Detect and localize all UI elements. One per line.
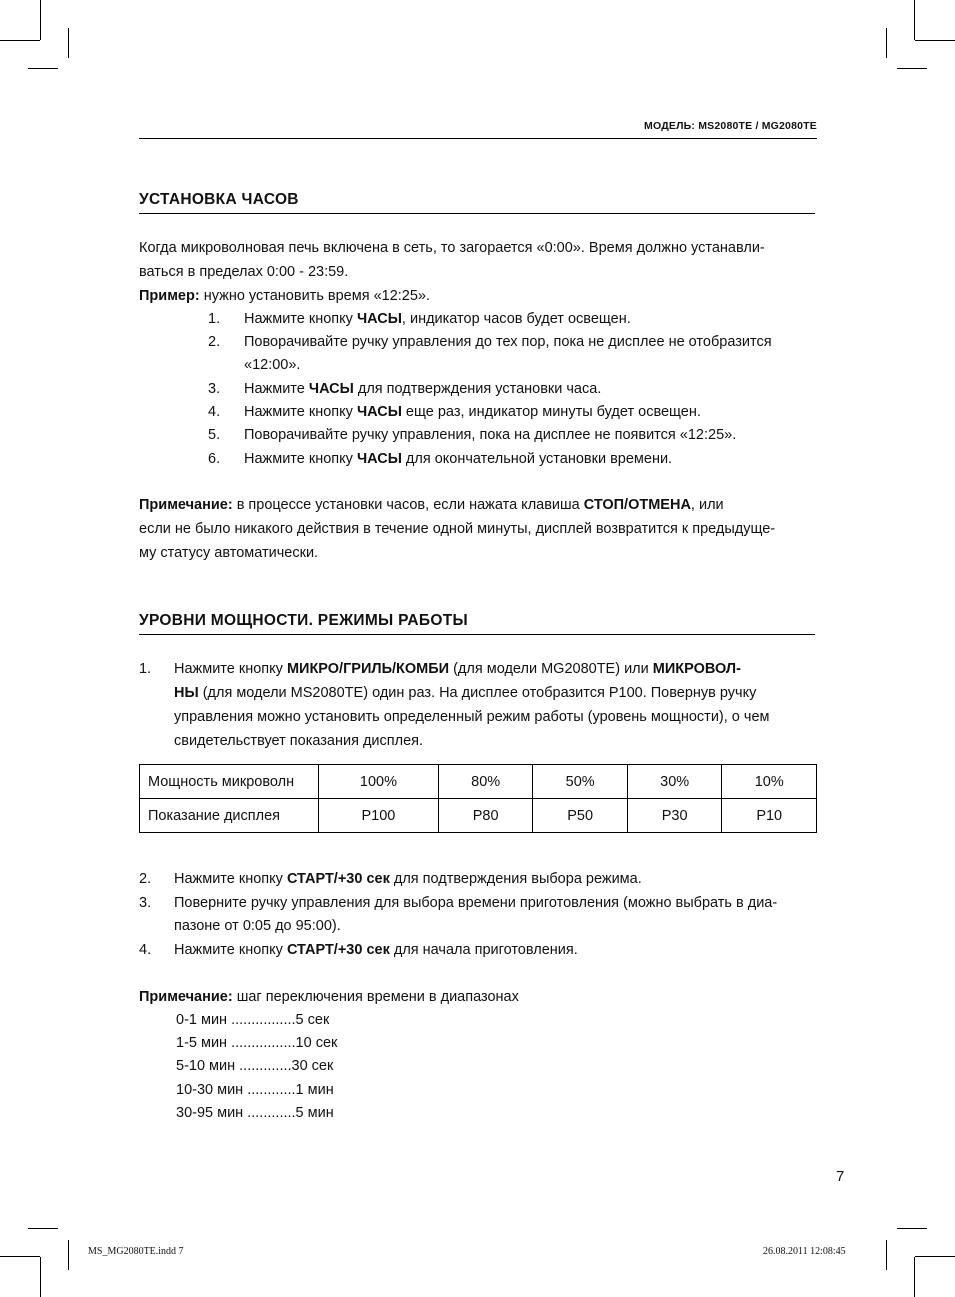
page-header — [139, 118, 817, 139]
crop-mark — [28, 1228, 58, 1229]
table-cell: 100% — [319, 765, 439, 799]
crop-mark — [914, 1257, 915, 1297]
slug-timestamp: 26.08.2011 12:08:45 — [763, 1246, 846, 1257]
table-cell: 10% — [722, 765, 817, 799]
note-line: му статусу автоматически. — [139, 545, 319, 561]
table-cell: P80 — [438, 799, 533, 833]
crop-mark — [0, 1256, 40, 1257]
model-label: МОДЕЛЬ: MS2080TE / MG2080TE — [644, 120, 817, 132]
intro-line: Когда микроволновая печь включена в сеть, то загорается «0:00». Время должно устанавли- — [139, 240, 765, 256]
list-number: 1. — [139, 661, 152, 677]
list-text: Нажмите кнопку МИКРО/ГРИЛЬ/КОМБИ (для модели MG2080TE) или МИКРОВОЛ- — [174, 661, 741, 677]
example-label: Пример: — [139, 288, 200, 304]
table-cell: 50% — [533, 765, 628, 799]
crop-mark — [897, 68, 927, 69]
table-cell: 30% — [627, 765, 722, 799]
crop-mark — [915, 40, 955, 41]
crop-mark — [897, 1228, 927, 1229]
table-cell: Мощность микроволн — [140, 765, 319, 799]
step-text: Нажмите кнопку ЧАСЫ, индикатор часов будет освещен. — [244, 311, 631, 327]
page-number: 7 — [836, 1168, 845, 1185]
step-number: 5. — [208, 427, 221, 443]
time-step: 5-10 мин .............30 сек — [176, 1058, 334, 1074]
slug-filename: MS_MG2080TE.indd 7 — [88, 1246, 184, 1257]
table-cell: P100 — [319, 799, 439, 833]
step-number: 2. — [208, 334, 221, 350]
note-line: Примечание: в процессе установки часов, если нажата клавиша СТОП/ОТМЕНА, или — [139, 497, 724, 513]
crop-mark — [40, 1257, 41, 1297]
table-cell: Показание дисплея — [140, 799, 319, 833]
crop-mark — [914, 0, 915, 40]
table-cell: P10 — [722, 799, 817, 833]
table-row — [140, 765, 817, 799]
section-title-clock: УСТАНОВКА ЧАСОВ — [139, 191, 815, 214]
step-text: «12:00». — [244, 357, 301, 373]
note-line: Примечание: шаг переключения времени в диапазонах — [139, 989, 519, 1005]
table-cell: 80% — [438, 765, 533, 799]
crop-mark — [68, 28, 69, 58]
list-number: 4. — [139, 942, 152, 958]
list-text: Поверните ручку управления для выбора времени приготовления (можно выбрать в диа- — [174, 895, 778, 911]
list-text: Нажмите кнопку СТАРТ/+30 сек для начала приготовления. — [174, 942, 578, 958]
list-number: 3. — [139, 895, 152, 911]
step-text: Нажмите кнопку ЧАСЫ еще раз, индикатор минуты будет освещен. — [244, 404, 701, 420]
list-number: 2. — [139, 871, 152, 887]
crop-mark — [68, 1240, 69, 1270]
step-number: 6. — [208, 451, 221, 467]
step-text: Поворачивайте ручку управления, пока на дисплее не появится «12:25». — [244, 427, 737, 443]
list-text: Нажмите кнопку СТАРТ/+30 сек для подтверждения выбора режима. — [174, 871, 642, 887]
crop-mark — [886, 28, 887, 58]
time-step: 10-30 мин ............1 мин — [176, 1082, 334, 1098]
note-line: если не было никакого действия в течение одной минуты, дисплей возвратится к предыдуще- — [139, 521, 776, 537]
crop-mark — [915, 1256, 955, 1257]
crop-mark — [28, 68, 58, 69]
intro-line: ваться в пределах 0:00 - 23:59. — [139, 264, 349, 280]
table-row — [140, 799, 817, 833]
crop-mark — [0, 40, 40, 41]
step-number: 4. — [208, 404, 221, 420]
crop-mark — [40, 0, 41, 40]
time-step: 30-95 мин ............5 мин — [176, 1105, 334, 1121]
step-text: Поворачивайте ручку управления до тех пор, пока не дисплее не отобразится — [244, 334, 772, 350]
list-text: НЫ (для модели MS2080TE) один раз. На дисплее отобразится P100. Повернув ручку — [174, 685, 757, 701]
section-title-power: УРОВНИ МОЩНОСТИ. РЕЖИМЫ РАБОТЫ — [139, 612, 815, 635]
time-step: 1-5 мин ................10 сек — [176, 1035, 338, 1051]
example-line — [139, 288, 430, 305]
table-cell: P50 — [533, 799, 628, 833]
list-text: управления можно установить определенный режим работы (уровень мощности), о чем — [174, 709, 770, 725]
list-text: пазоне от 0:05 до 95:00). — [174, 918, 341, 934]
power-table — [139, 764, 817, 833]
list-text: свидетельствует показания дисплея. — [174, 733, 424, 749]
time-step: 0-1 мин ................5 сек — [176, 1012, 330, 1028]
step-text: Нажмите ЧАСЫ для подтверждения установки часа. — [244, 381, 602, 397]
example-text: нужно установить время «12:25». — [199, 288, 431, 304]
table-cell: P30 — [627, 799, 722, 833]
crop-mark — [886, 1240, 887, 1270]
step-number: 1. — [208, 311, 221, 327]
step-text: Нажмите кнопку ЧАСЫ для окончательной установки времени. — [244, 451, 673, 467]
step-number: 3. — [208, 381, 221, 397]
